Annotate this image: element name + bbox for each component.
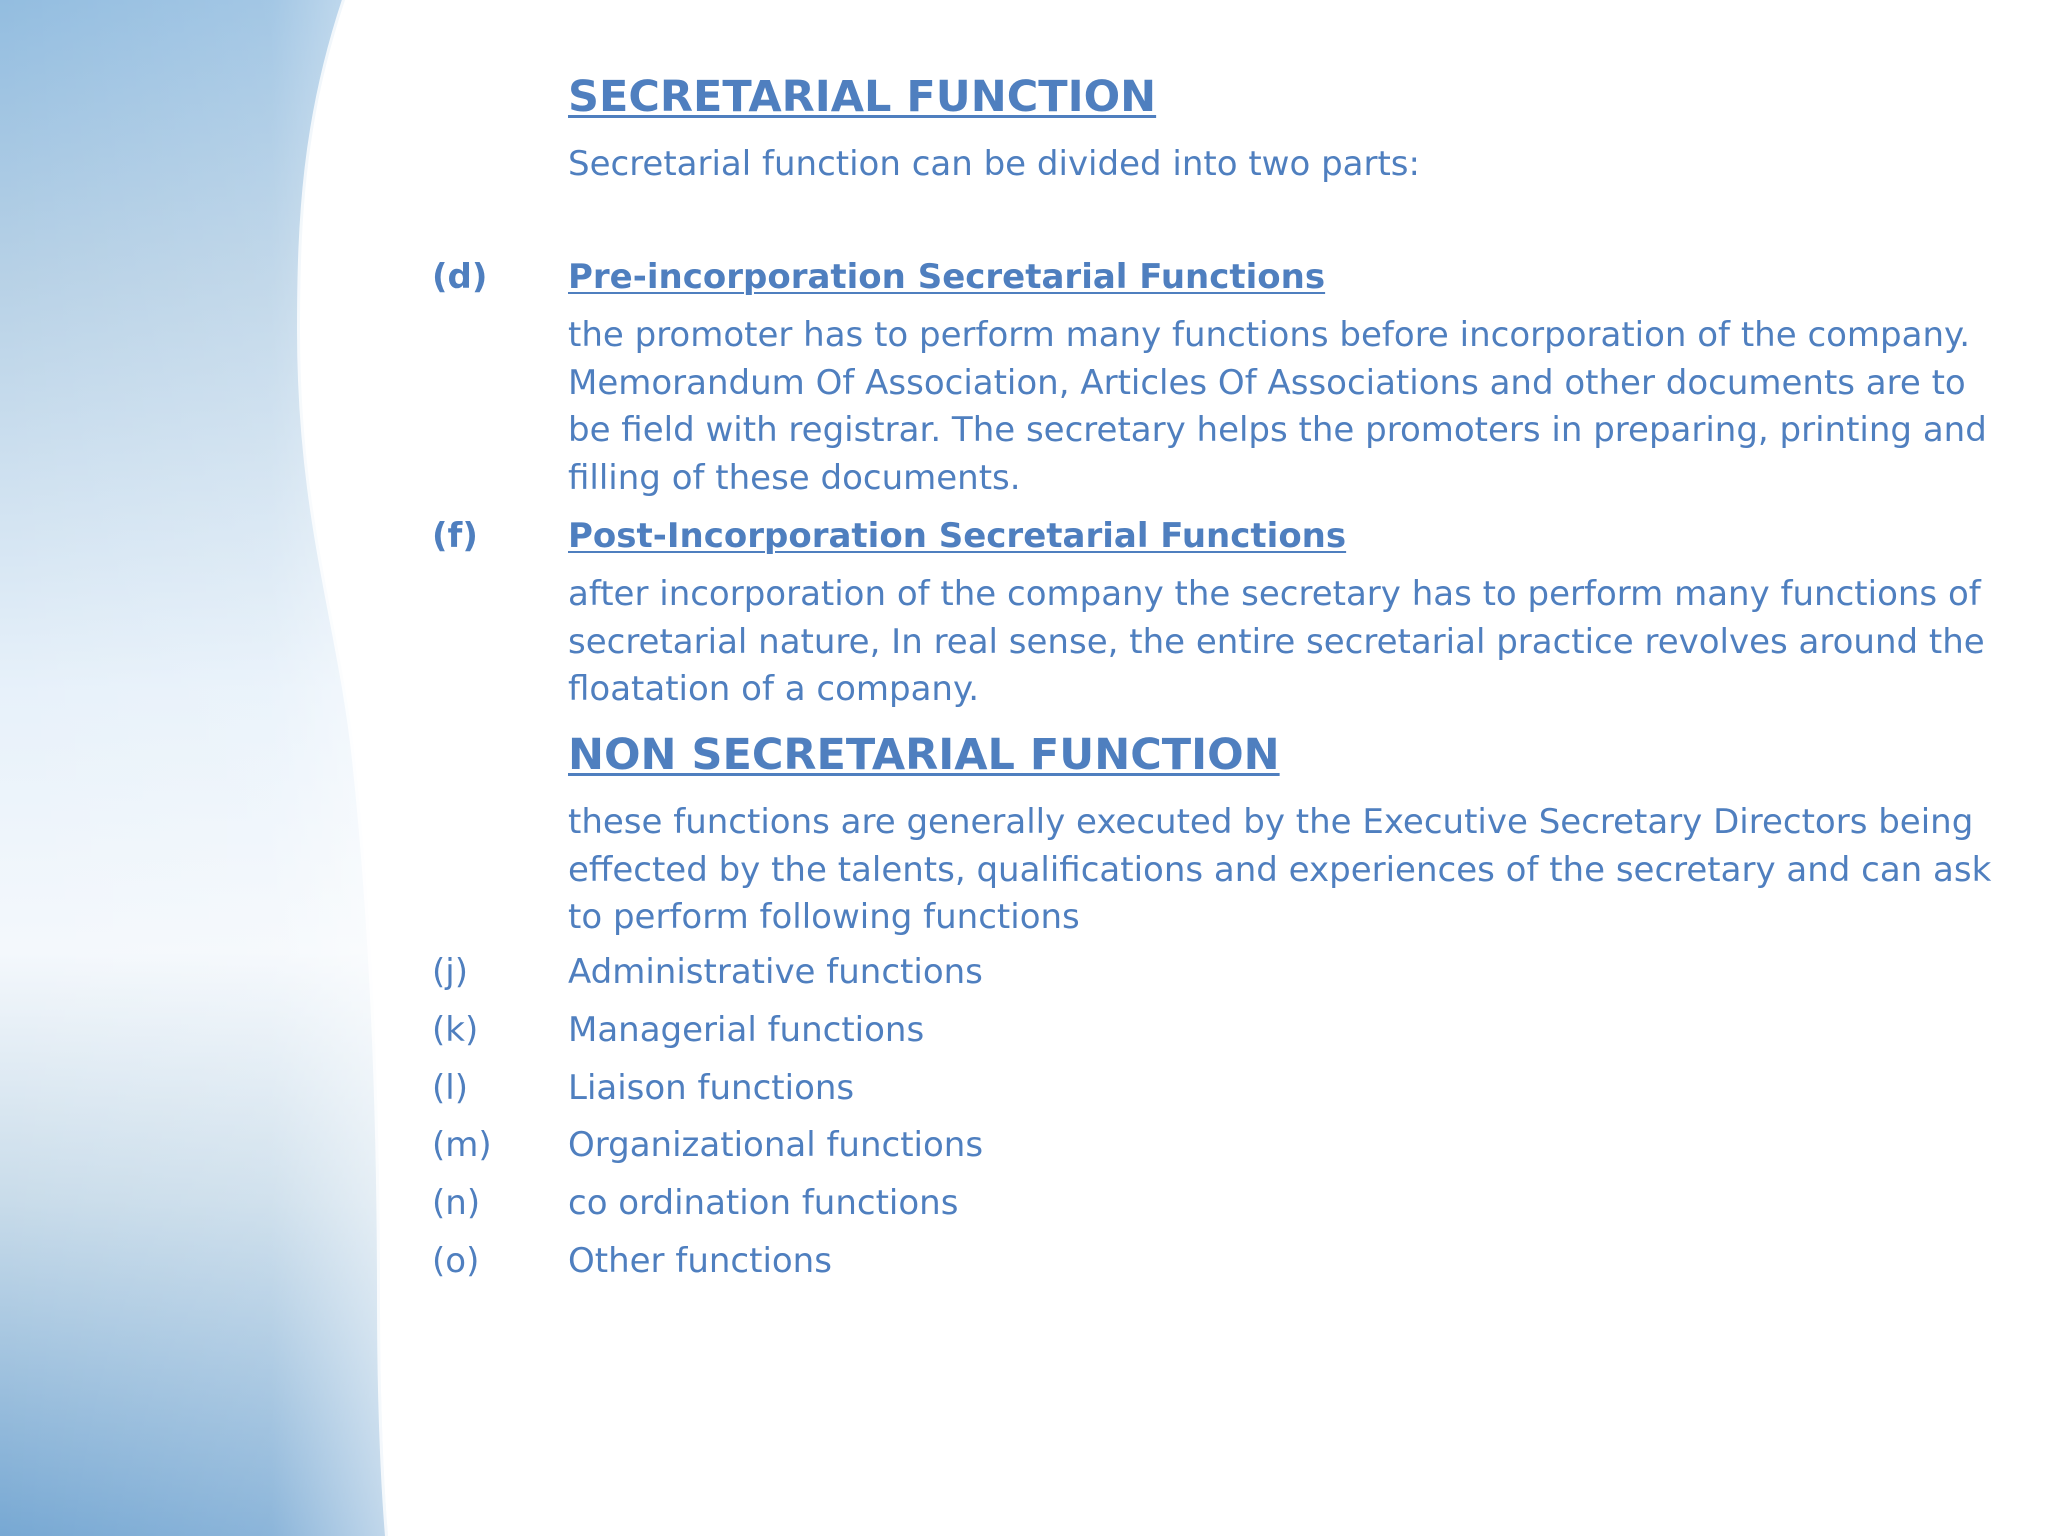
section-marker-f: (f)	[432, 516, 478, 556]
section-marker-d: (d)	[432, 257, 488, 297]
pre-incorporation-heading: Pre-incorporation Secretarial Functions	[568, 257, 1326, 297]
post-incorporation-heading: Post-Incorporation Secretarial Functions	[568, 516, 1347, 556]
list-item-administrative: Administrative functions	[568, 952, 983, 992]
paragraph-line: these functions are generally executed by the Executive Secretary Directors being	[568, 802, 1974, 842]
list-item-organizational: Organizational functions	[568, 1125, 984, 1165]
intro-text: Secretarial function can be divided into two parts:	[568, 144, 1420, 184]
list-item-managerial: Managerial functions	[568, 1010, 925, 1050]
list-marker: (m)	[432, 1125, 492, 1165]
paragraph-line: after incorporation of the company the secretary has to perform many functions of	[568, 574, 1981, 614]
paragraph-line: floatation of a company.	[568, 669, 980, 709]
paragraph-line: the promoter has to perform many functions before incorporation of the company.	[568, 315, 1971, 355]
paragraph-line: Memorandum Of Association, Articles Of Associations and other documents are to	[568, 362, 1966, 403]
paragraph-line: to perform following functions	[568, 897, 1080, 937]
list-item-liaison: Liaison functions	[568, 1068, 855, 1108]
list-marker: (l)	[432, 1068, 468, 1108]
list-marker: (o)	[432, 1241, 480, 1281]
paragraph-line: filling of these documents.	[568, 457, 1021, 498]
paragraph-line: be field with registrar. The secretary helps the promoters in preparing, printing and	[568, 410, 1987, 450]
list-marker: (k)	[432, 1010, 479, 1050]
list-marker: (j)	[432, 952, 468, 992]
list-item-coordination: co ordination functions	[568, 1183, 959, 1223]
list-marker: (n)	[432, 1183, 481, 1223]
list-item-other: Other functions	[568, 1241, 832, 1281]
non-secretarial-title: NON SECRETARIAL FUNCTION	[568, 730, 1280, 780]
paragraph-line: effected by the talents, qualifications and experiences of the secretary and can ask	[568, 849, 1992, 890]
page-title: SECRETARIAL FUNCTION	[568, 72, 1157, 122]
paragraph-line: secretarial nature, In real sense, the entire secretarial practice revolves around the	[568, 621, 1985, 662]
